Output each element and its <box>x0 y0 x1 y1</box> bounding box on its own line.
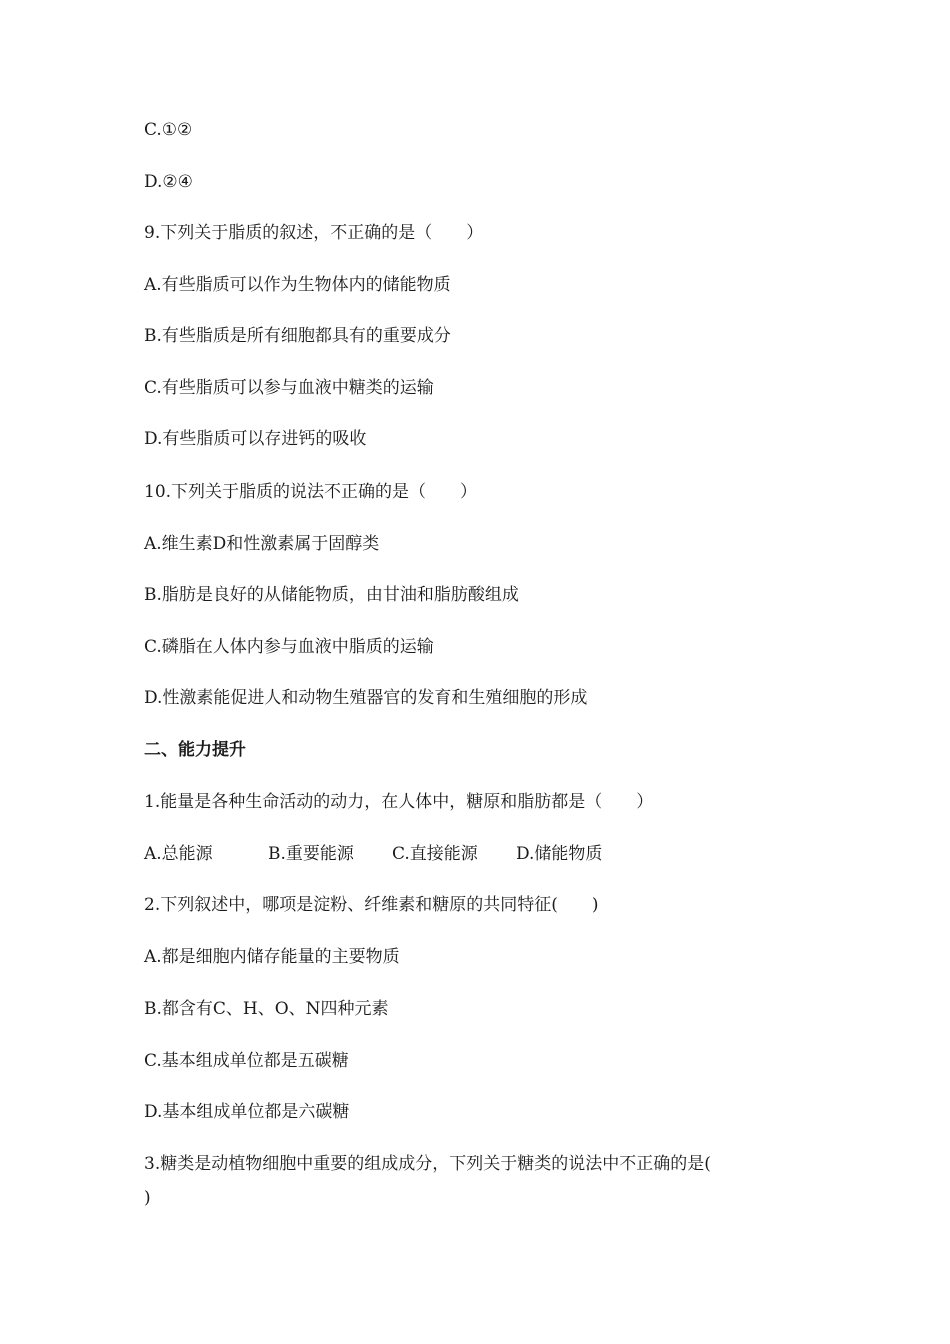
s2-q1-option-c: C.直接能源 <box>392 844 478 864</box>
q9-stem: 9.下列关于脂质的叙述，不正确的是（ ） <box>144 223 484 243</box>
s2-q3-stem-line1: 3.糖类是动植物细胞中重要的组成成分，下列关于糖类的说法中不正确的是( <box>144 1154 711 1174</box>
s2-q1-option-b: B.重要能源 <box>268 844 354 864</box>
s2-q3-stem-line2: ) <box>144 1188 151 1208</box>
q10-option-b: B.脂肪是良好的从储能物质，由甘油和脂肪酸组成 <box>144 585 519 605</box>
section-heading: 二、能力提升 <box>144 740 246 760</box>
q8-option-c: C.①② <box>144 120 193 140</box>
q9-option-d: D.有些脂质可以存进钙的吸收 <box>144 429 367 449</box>
q8-option-d: D.②④ <box>144 172 193 192</box>
s2-q1-option-d: D.储能物质 <box>516 844 603 864</box>
q10-option-d: D.性激素能促进人和动物生殖器官的发育和生殖细胞的形成 <box>144 688 588 708</box>
s2-q2-stem: 2.下列叙述中，哪项是淀粉、纤维素和糖原的共同特征( ) <box>144 895 599 915</box>
q10-stem: 10.下列关于脂质的说法不正确的是（ ） <box>144 482 478 502</box>
q10-option-c: C.磷脂在人体内参与血液中脂质的运输 <box>144 637 434 657</box>
s2-q2-option-b: B.都含有C、H、O、N四种元素 <box>144 999 389 1019</box>
s2-q1-option-a: A.总能源 <box>144 844 213 864</box>
q9-option-b: B.有些脂质是所有细胞都具有的重要成分 <box>144 326 451 346</box>
s2-q2-option-d: D.基本组成单位都是六碳糖 <box>144 1102 350 1122</box>
s2-q2-option-a: A.都是细胞内储存能量的主要物质 <box>144 947 400 967</box>
q9-option-a: A.有些脂质可以作为生物体内的储能物质 <box>144 275 451 295</box>
s2-q2-option-c: C.基本组成单位都是五碳糖 <box>144 1051 349 1071</box>
s2-q1-stem: 1.能量是各种生命活动的动力，在人体中，糖原和脂肪都是（ ） <box>144 792 654 812</box>
q10-option-a: A.维生素D和性激素属于固醇类 <box>144 534 380 554</box>
q9-option-c: C.有些脂质可以参与血液中糖类的运输 <box>144 378 434 398</box>
